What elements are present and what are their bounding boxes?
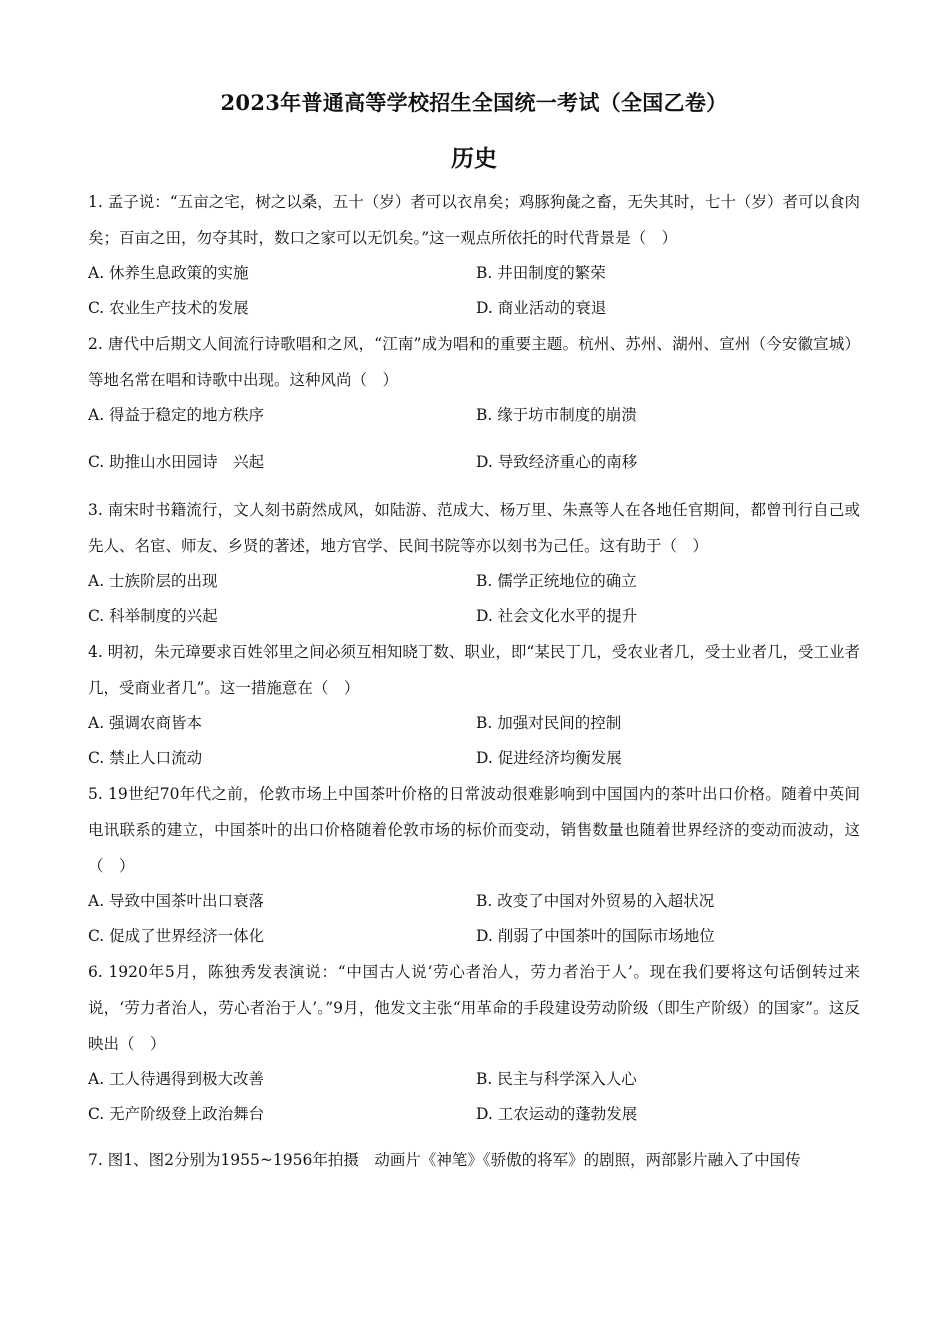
question-stem: 5. 19世纪70年代之前，伦敦市场上中国茶叶价格的日常波动很难影响到中国国内的茶叶出口价格。随着中英间电讯联系的建立，中国茶叶的出口价格随着伦敦市场的标价而变动，销售数量也随着世界经济的变动而波动，这（ ） [88, 785, 860, 875]
option-grid [88, 1062, 860, 1132]
option-a: A. 导致中国茶叶出口衰落 [88, 892, 265, 910]
option-a: A. 休养生息政策的实施 [88, 264, 249, 282]
question-2 [88, 326, 860, 480]
question-stem: 2. 唐代中后期文人间流行诗歌唱和之风，“江南”成为唱和的重要主题。杭州、苏州、湖州、宣州（今安徽宣城）等地名常在唱和诗歌中出现。这种风尚（ ） [88, 335, 860, 389]
option-b: B. 儒学正统地位的确立 [476, 572, 637, 590]
option-a: A. 得益于稳定的地方秩序 [88, 406, 265, 424]
question-stem: 6. 1920年5月，陈独秀发表演说：“中国古人说‘劳心者治人，劳力者治于人’。现在我们要将这句话倒转过来说，‘劳力者治人，劳心者治于人’。”9月，他发文主张“用革命的手段建设劳动阶级（即生产阶级）的国家”。这反映出（ ） [88, 963, 860, 1053]
option-grid [88, 706, 860, 776]
question-4 [88, 634, 860, 776]
option-d: D. 促进经济均衡发展 [476, 749, 622, 767]
option-d: D. 导致经济重心的南移 [476, 453, 638, 471]
option-c: C. 无产阶级登上政治舞台 [88, 1105, 265, 1123]
question-stem: 4. 明初，朱元璋要求百姓邻里之间必须互相知晓丁数、职业，即“某民丁几，受农业者几，受士业者几，受工业者几，受商业者几”。这一措施意在（ ） [88, 643, 860, 697]
option-grid [88, 884, 860, 954]
option-a: A. 工人待遇得到极大改善 [88, 1070, 265, 1088]
exam-page [88, 88, 860, 1178]
option-d: D. 削弱了中国茶叶的国际市场地位 [476, 927, 715, 945]
option-d: D. 社会文化水平的提升 [476, 607, 638, 625]
question-3 [88, 492, 860, 634]
question-stem: 7. 图1、图2分别为1955~1956年拍摄 动画片《神笔》《骄傲的将军》的剧照，两部影片融入了中国传 [88, 1151, 801, 1169]
option-b: B. 改变了中国对外贸易的入超状况 [476, 892, 715, 910]
option-a: A. 强调农商皆本 [88, 714, 203, 732]
option-d: D. 工农运动的蓬勃发展 [476, 1105, 638, 1123]
option-c: C. 助推山水田园诗 兴起 [88, 453, 265, 471]
option-b: B. 井田制度的繁荣 [476, 264, 606, 282]
subject-title: 历史 [451, 145, 497, 172]
exam-title: 2023年普通高等学校招生全国统一考试（全国乙卷） [220, 90, 728, 115]
question-stem: 1. 孟子说：“五亩之宅，树之以桑，五十（岁）者可以衣帛矣；鸡豚狗彘之畜，无失其时，七十（岁）者可以食肉矣；百亩之田，勿夺其时，数口之家可以无饥矣。”这一观点所依托的时代背景是（ ） [88, 193, 860, 247]
option-grid [88, 398, 860, 480]
option-c: C. 科举制度的兴起 [88, 607, 218, 625]
option-c: C. 促成了世界经济一体化 [88, 927, 265, 945]
question-1 [88, 184, 860, 326]
question-list [88, 184, 860, 1178]
option-a: A. 士族阶层的出现 [88, 572, 218, 590]
option-grid [88, 564, 860, 634]
question-5 [88, 776, 860, 954]
option-d: D. 商业活动的衰退 [476, 299, 607, 317]
question-7 [88, 1142, 860, 1178]
question-stem: 3. 南宋时书籍流行，文人刻书蔚然成风，如陆游、范成大、杨万里、朱熹等人在各地任官期间，都曾刊行自己或先人、名宦、师友、乡贤的著述，地方官学、民间书院等亦以刻书为己任。这有助于（ ） [88, 501, 860, 555]
option-b: B. 民主与科学深入人心 [476, 1070, 637, 1088]
option-c: C. 禁止人口流动 [88, 749, 203, 767]
option-b: B. 缘于坊市制度的崩溃 [476, 406, 637, 424]
option-grid [88, 256, 860, 326]
option-c: C. 农业生产技术的发展 [88, 299, 249, 317]
question-6 [88, 954, 860, 1132]
option-b: B. 加强对民间的控制 [476, 714, 622, 732]
